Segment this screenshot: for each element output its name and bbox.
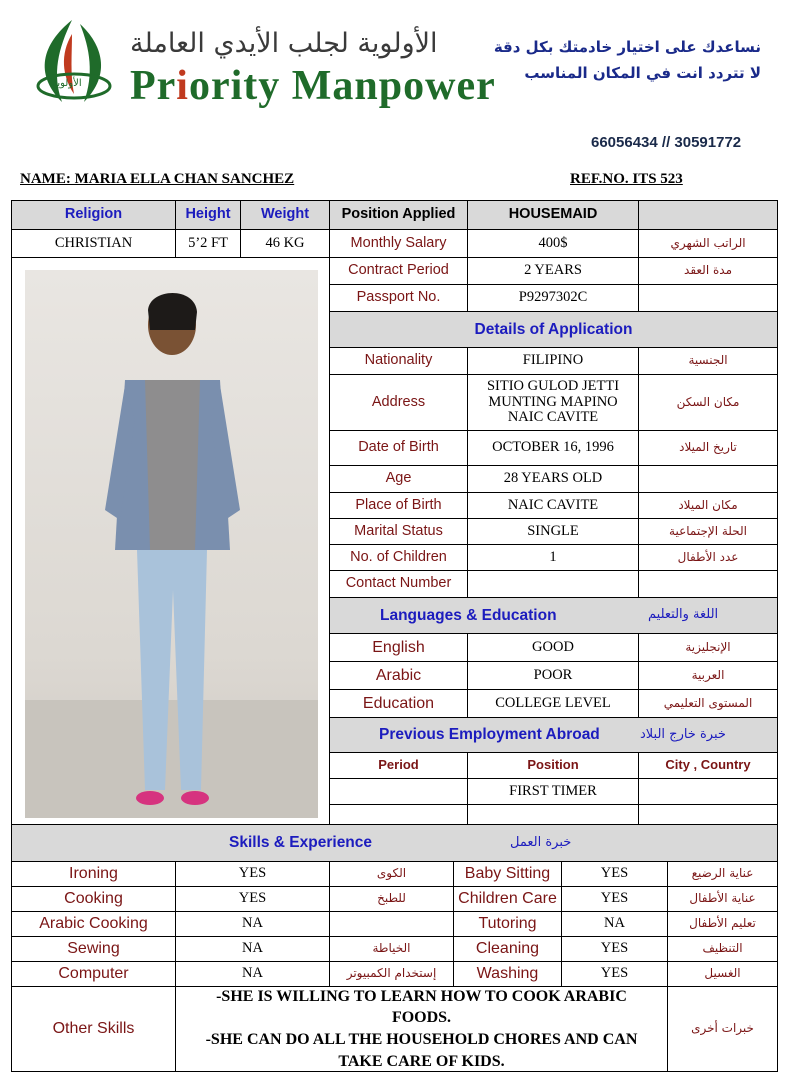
- nationality-value: FILIPINO: [467, 347, 639, 375]
- marital-ar: الحلة الإجتماعية: [638, 518, 778, 545]
- english-ar: الإنجليزية: [638, 633, 778, 662]
- other-skills-ar: خبرات أخرى: [667, 986, 778, 1072]
- other-skills-text: [175, 986, 668, 1072]
- contact-label: Contact Number: [329, 570, 468, 598]
- children-label: No. of Children: [329, 544, 468, 571]
- passport-label: Passport No.: [329, 284, 468, 312]
- phone-numbers: 66056434 // 30591772: [591, 134, 742, 151]
- skill-cleaning-label: Cleaning: [453, 936, 562, 962]
- contract-label: Contract Period: [329, 257, 468, 285]
- logo-english-text: [130, 62, 496, 110]
- skill-tutoring-ar: تعليم الأطفال: [667, 911, 778, 937]
- skill-computer-ar: إستخدام الكمبيوتر: [329, 961, 454, 987]
- contract-ar: مدة العقد: [638, 257, 778, 285]
- position-value: HOUSEMAID: [467, 200, 639, 230]
- skill-cooking-ar: للطبخ: [329, 886, 454, 912]
- pob-label: Place of Birth: [329, 492, 468, 519]
- children-ar: عدد الأطفال: [638, 544, 778, 571]
- skill-ironing-ar: الكوى: [329, 861, 454, 887]
- salary-ar: الراتب الشهري: [638, 229, 778, 258]
- employment-country-cell: [638, 778, 778, 805]
- employment-period-cell: [329, 778, 468, 805]
- col-country: City , Country: [638, 752, 778, 779]
- logo-emblem: [22, 14, 122, 109]
- skill-ironing-value: YES: [175, 861, 330, 887]
- dob-value: OCTOBER 16, 1996: [467, 430, 639, 466]
- weight-header: Weight: [240, 200, 330, 230]
- skill-computer-value: NA: [175, 961, 330, 987]
- skill-sewing-value: NA: [175, 936, 330, 962]
- logo-part-1: Pr: [130, 63, 177, 109]
- salary-label: Monthly Salary: [329, 229, 468, 258]
- tagline-1: نساعدك على اختيار خادمتك بكل دقة: [493, 38, 761, 56]
- skill-cooking-label: Cooking: [11, 886, 176, 912]
- skill-tutoring-value: NA: [561, 911, 668, 937]
- contact-value: [467, 570, 639, 598]
- height-value: 5’2 FT: [175, 229, 241, 258]
- skill-cooking-value: YES: [175, 886, 330, 912]
- logo-emblem-text: الأولوية: [52, 78, 82, 89]
- skill-washing-label: Washing: [453, 961, 562, 987]
- skill-ironing-label: Ironing: [11, 861, 176, 887]
- employment-header: [329, 717, 778, 753]
- skill-tutoring-label: Tutoring: [453, 911, 562, 937]
- skill-babysitting-ar: عناية الرضيع: [667, 861, 778, 887]
- nationality-label: Nationality: [329, 347, 468, 375]
- age-value: 28 YEARS OLD: [467, 465, 639, 493]
- skills-header: [11, 824, 778, 862]
- employment-empty-2: [467, 804, 639, 825]
- skill-cleaning-value: YES: [561, 936, 668, 962]
- skill-cleaning-ar: التنظيف: [667, 936, 778, 962]
- tagline-2: لا تتردد انت في المكان المناسب: [524, 64, 761, 82]
- col-position: Position: [467, 752, 639, 779]
- address-ar: مكان السكن: [638, 374, 778, 431]
- reference-number: REF.NO. ITS 523: [570, 171, 683, 187]
- employment-title: Previous Employment Abroad: [379, 726, 600, 744]
- arabic-value: POOR: [467, 661, 639, 690]
- passport-ar: [638, 284, 778, 312]
- skill-childcare-label: Children Care: [453, 886, 562, 912]
- skills-title-ar: خبرة العمل: [510, 834, 572, 850]
- candidate-photo: [25, 270, 318, 818]
- height-header: Height: [175, 200, 241, 230]
- arabic-ar: العربية: [638, 661, 778, 690]
- skill-childcare-value: YES: [561, 886, 668, 912]
- application-title: Details of Application: [329, 311, 778, 348]
- contract-value: 2 YEARS: [467, 257, 639, 285]
- skill-washing-ar: الغسيل: [667, 961, 778, 987]
- languages-header: [329, 597, 778, 634]
- address-value: SITIO GULOD JETTI MUNTING MAPINO NAIC CAVITE: [467, 374, 639, 431]
- dob-ar: تاريخ الميلاد: [638, 430, 778, 466]
- employment-title-ar: خبرة خارج البلاد: [640, 726, 726, 742]
- children-value: 1: [467, 544, 639, 571]
- skill-arabiccooking-value: NA: [175, 911, 330, 937]
- religion-value: CHRISTIAN: [11, 229, 176, 258]
- skill-babysitting-label: Baby Sitting: [453, 861, 562, 887]
- logo-part-i: i: [176, 63, 189, 109]
- skill-arabiccooking-label: Arabic Cooking: [11, 911, 176, 937]
- skill-sewing-ar: الخياطة: [329, 936, 454, 962]
- logo-arabic-text: الأولوية لجلب الأيدي العاملة: [130, 28, 438, 59]
- photo-cell: [11, 257, 330, 825]
- education-value: COLLEGE LEVEL: [467, 689, 639, 718]
- employment-position-value: FIRST TIMER: [467, 778, 639, 805]
- contact-ar: [638, 570, 778, 598]
- skills-title: Skills & Experience: [229, 834, 373, 852]
- languages-title-ar: اللغة والتعليم: [648, 607, 719, 623]
- dob-label: Date of Birth: [329, 430, 468, 466]
- candidate-name: NAME: MARIA ELLA CHAN SANCHEZ: [20, 171, 295, 187]
- col-period: Period: [329, 752, 468, 779]
- marital-label: Marital Status: [329, 518, 468, 545]
- salary-value: 400$: [467, 229, 639, 258]
- weight-value: 46 KG: [240, 229, 330, 258]
- religion-header: Religion: [11, 200, 176, 230]
- pob-value: NAIC CAVITE: [467, 492, 639, 519]
- age-label: Age: [329, 465, 468, 493]
- position-header: Position Applied: [329, 200, 468, 230]
- other-skills-line-2: -SHE CAN DO ALL THE HOUSEHOLD CHORES AND CAN TAKE CARE OF KIDS.: [205, 1031, 638, 1070]
- nationality-ar: الجنسية: [638, 347, 778, 375]
- employment-empty-3: [638, 804, 778, 825]
- languages-title: Languages & Education: [380, 606, 557, 624]
- marital-value: SINGLE: [467, 518, 639, 545]
- skill-childcare-ar: عناية الأطفال: [667, 886, 778, 912]
- other-skills-line-1: -SHE IS WILLING TO LEARN HOW TO COOK ARABIC FOODS.: [216, 987, 627, 1027]
- skill-babysitting-value: YES: [561, 861, 668, 887]
- skill-arabiccooking-ar: [329, 911, 454, 937]
- english-label: English: [329, 633, 468, 662]
- education-label: Education: [329, 689, 468, 718]
- arabic-label: Arabic: [329, 661, 468, 690]
- education-ar: المستوى التعليمي: [638, 689, 778, 718]
- address-label: Address: [329, 374, 468, 431]
- header-empty-cell: [638, 200, 778, 230]
- skill-computer-label: Computer: [11, 961, 176, 987]
- passport-value: P9297302C: [467, 284, 639, 312]
- pob-ar: مكان الميلاد: [638, 492, 778, 519]
- employment-empty-1: [329, 804, 468, 825]
- skill-washing-value: YES: [561, 961, 668, 987]
- other-skills-label: Other Skills: [11, 986, 176, 1072]
- english-value: GOOD: [467, 633, 639, 662]
- age-ar: [638, 465, 778, 493]
- logo-part-2: ority Manpower: [188, 63, 496, 109]
- skill-sewing-label: Sewing: [11, 936, 176, 962]
